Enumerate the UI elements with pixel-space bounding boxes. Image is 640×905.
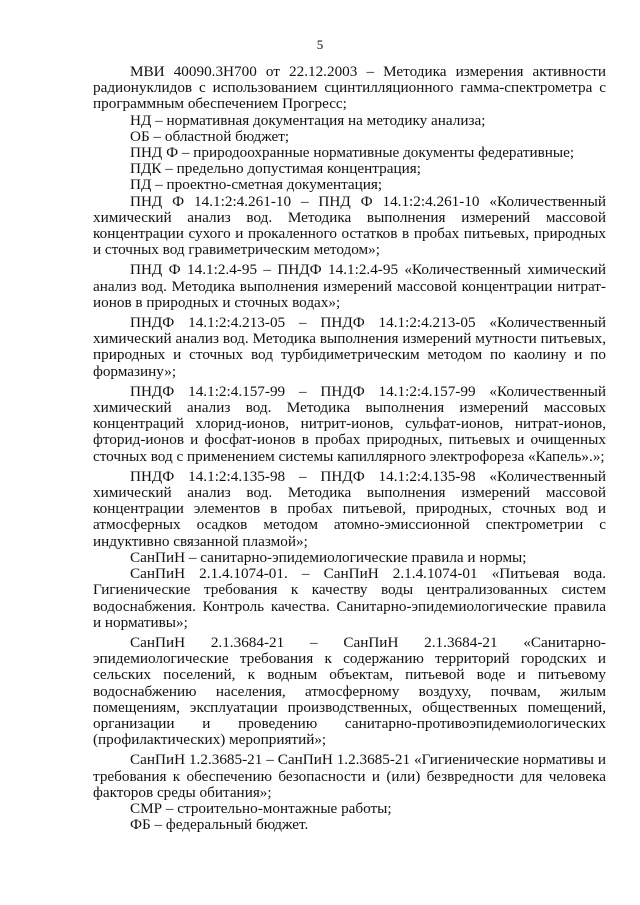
abbreviation-entry: ПНД Ф – природоохранные нормативные документы федеративные; — [130, 144, 575, 162]
abbreviation-entry: СанПиН 2.1.3684-21 – СанПиН 2.1.3684-21 «Санитарно-эпидемиологические требования к содержанию территорий городских и сельских поселений, к водным объектам, питьевой воде и питьевому водоснабжению населения, атмосферному воздуху, почвам, жилым помещениям, эксплуатации производственных, общественных помещений, организации и проведению санитарно-противоэпидемиологических (профилактических) мероприятий»; — [93, 633, 606, 749]
abbreviation-entry: ПДК – предельно допустимая концентрация; — [130, 160, 421, 178]
abbreviation-entry: ПНД Ф 14.1:2:4.261-10 – ПНД Ф 14.1:2:4.261-10 «Количественный химический анализ вод. Методика выполнения измерений массовой концентрации сухого и прокаленного остатков в пробах питьевых, природных и сточных вод гравиметрическим методом»; — [93, 192, 606, 259]
abbreviation-entry: ПНДФ 14.1:2:4.135-98 – ПНДФ 14.1:2:4.135-98 «Количественный химический анализ вод. Методика выполнения измерений массовой концентрации элементов в пробах питьевой, природных, сточных вод и атмосферных осадков методом атомно-эмиссионной спектрометрии с индуктивно связанной плазмой»; — [93, 467, 606, 550]
abbreviation-entry: ПД – проектно-сметная документация; — [130, 176, 383, 194]
abbreviations-list — [93, 64, 606, 833]
abbreviation-entry: НД – нормативная документация на методику анализа; — [130, 111, 486, 129]
abbreviation-entry: ПНДФ 14.1:2:4.157-99 – ПНДФ 14.1:2:4.157-99 «Количественный химический анализ вод. Методика выполнения измерений массовых концентраций хлорид-ионов, нитрит-ионов, сульфат-ионов, нитрат-ионов, фторид-ионов и фосфат-ионов в пробах природных, питьевых и очищенных сточных вод с применением системы капиллярного электрофореза «Капель».»; — [93, 382, 606, 465]
abbreviation-entry: ФБ – федеральный бюджет. — [130, 816, 309, 834]
abbreviation-entry: СМР – строительно-монтажные работы; — [130, 799, 392, 817]
abbreviation-entry: СанПиН 1.2.3685-21 – СанПиН 1.2.3685-21 «Гигиенические нормативы и требования к обеспечению безопасности и (или) безвредности для человека факторов среды обитания»; — [93, 751, 606, 801]
abbreviation-entry: ПНД Ф 14.1:2.4-95 – ПНДФ 14.1:2.4-95 «Количественный химический анализ вод. Методика выполнения измерений массовой концентрации нитрат-ионов в природных и сточных водах»; — [93, 261, 606, 311]
abbreviation-entry: ОБ – областной бюджет; — [130, 127, 290, 145]
abbreviation-entry: СанПиН – санитарно-эпидемиологические правила и нормы; — [130, 548, 527, 566]
abbreviation-entry: СанПиН 2.1.4.1074-01. – СанПиН 2.1.4.1074-01 «Питьевая вода. Гигиенические требования к качеству воды централизованных систем водоснабжения. Контроль качества. Санитарно-эпидемиологические правила и нормативы»; — [93, 565, 606, 631]
abbreviation-entry: МВИ 40090.3Н700 от 22.12.2003 – Методика измерения активности радионуклидов с использованием сцинтилляционного гамма-спектрометра с программным обеспечением Прогресс; — [93, 63, 606, 113]
abbreviation-entry: ПНДФ 14.1:2:4.213-05 – ПНДФ 14.1:2:4.213-05 «Количественный химический анализ вод. Методика выполнения измерений мутности питьевых, природных и сточных вод турбидиметрическим методом по каолину и по формазину»; — [93, 314, 606, 380]
page-number: 5 — [316, 37, 324, 52]
